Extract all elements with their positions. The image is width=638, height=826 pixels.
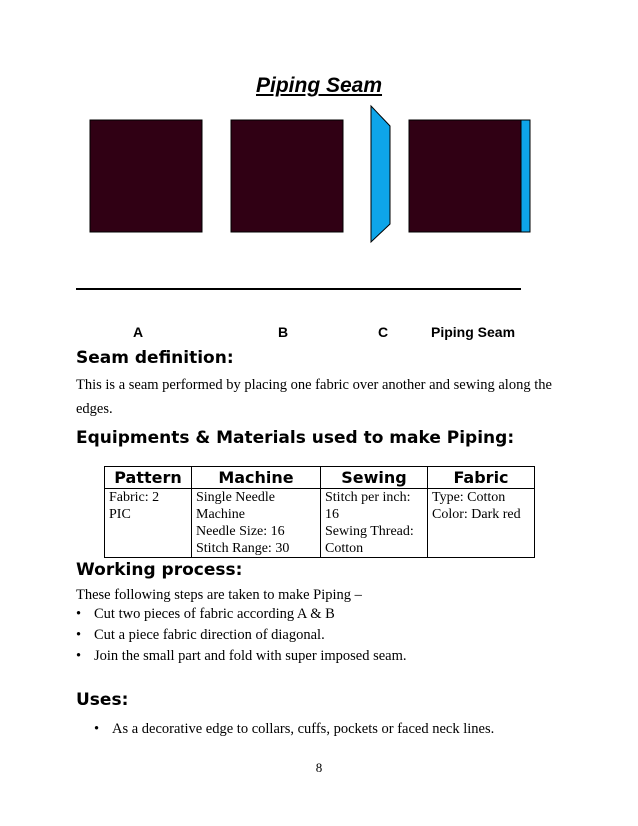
uses-heading: Uses: — [76, 690, 129, 710]
table-row — [105, 489, 535, 558]
cell-fabric — [428, 489, 535, 558]
fabric-piece-b — [231, 120, 343, 232]
materials-table — [104, 466, 535, 558]
bullet-icon: • — [76, 648, 82, 664]
header-machine: Machine — [192, 467, 321, 489]
cell-line: Sewing Thread: — [325, 524, 414, 539]
fabric-piece-a — [90, 120, 202, 232]
cell-line: Fabric: 2 — [109, 490, 160, 505]
list-item-text: Cut a piece fabric direction of diagonal. — [94, 627, 325, 643]
table-header-row — [105, 467, 535, 489]
cell-line: Stitch Range: 30 — [196, 541, 290, 556]
page-number: 8 — [315, 760, 323, 775]
list-item-text: Join the small part and fold with super imposed seam. — [94, 648, 407, 664]
bullet-icon: • — [94, 721, 100, 737]
cell-sewing — [321, 489, 428, 558]
list-item-text: As a decorative edge to collars, cuffs, pockets or faced neck lines. — [112, 721, 495, 737]
bullet-icon: • — [76, 627, 82, 643]
piping-seam-edge — [521, 120, 530, 232]
cell-line: PIC — [109, 507, 131, 522]
list-item-text: Cut two pieces of fabric according A & B — [94, 606, 335, 622]
divider-line — [76, 288, 521, 290]
seam-definition-heading: Seam definition: — [76, 348, 234, 368]
label-b: B — [278, 324, 289, 340]
piping-seam-fabric — [409, 120, 521, 232]
header-sewing: Sewing — [321, 467, 428, 489]
piping-strip-c — [371, 106, 390, 242]
working-process-intro: These following steps are taken to make Piping – — [76, 587, 362, 603]
piping-seam-diagram — [0, 100, 638, 250]
cell-line: Single Needle — [196, 490, 275, 505]
label-a: A — [133, 324, 144, 340]
cell-line: 16 — [325, 507, 339, 522]
cell-line: Type: Cotton — [432, 490, 506, 505]
page-title: Piping Seam — [255, 74, 383, 97]
seam-definition-text: This is a seam performed by placing one fabric over another and sewing along the edges. — [76, 377, 552, 417]
bullet-icon: • — [76, 606, 82, 622]
label-piping-seam: Piping Seam — [431, 324, 516, 340]
header-fabric: Fabric — [428, 467, 535, 489]
working-process-heading: Working process: — [76, 560, 243, 580]
cell-line: Color: Dark red — [432, 507, 521, 522]
cell-line: Cotton — [325, 541, 364, 556]
cell-line: Stitch per inch: — [325, 490, 411, 505]
label-c: C — [378, 324, 389, 340]
materials-heading: Equipments & Materials used to make Piping: — [76, 428, 515, 448]
cell-line: Needle Size: 16 — [196, 524, 285, 539]
cell-machine — [192, 489, 321, 558]
cell-line: Machine — [196, 507, 245, 522]
cell-pattern — [105, 489, 192, 558]
header-pattern: Pattern — [105, 467, 192, 489]
